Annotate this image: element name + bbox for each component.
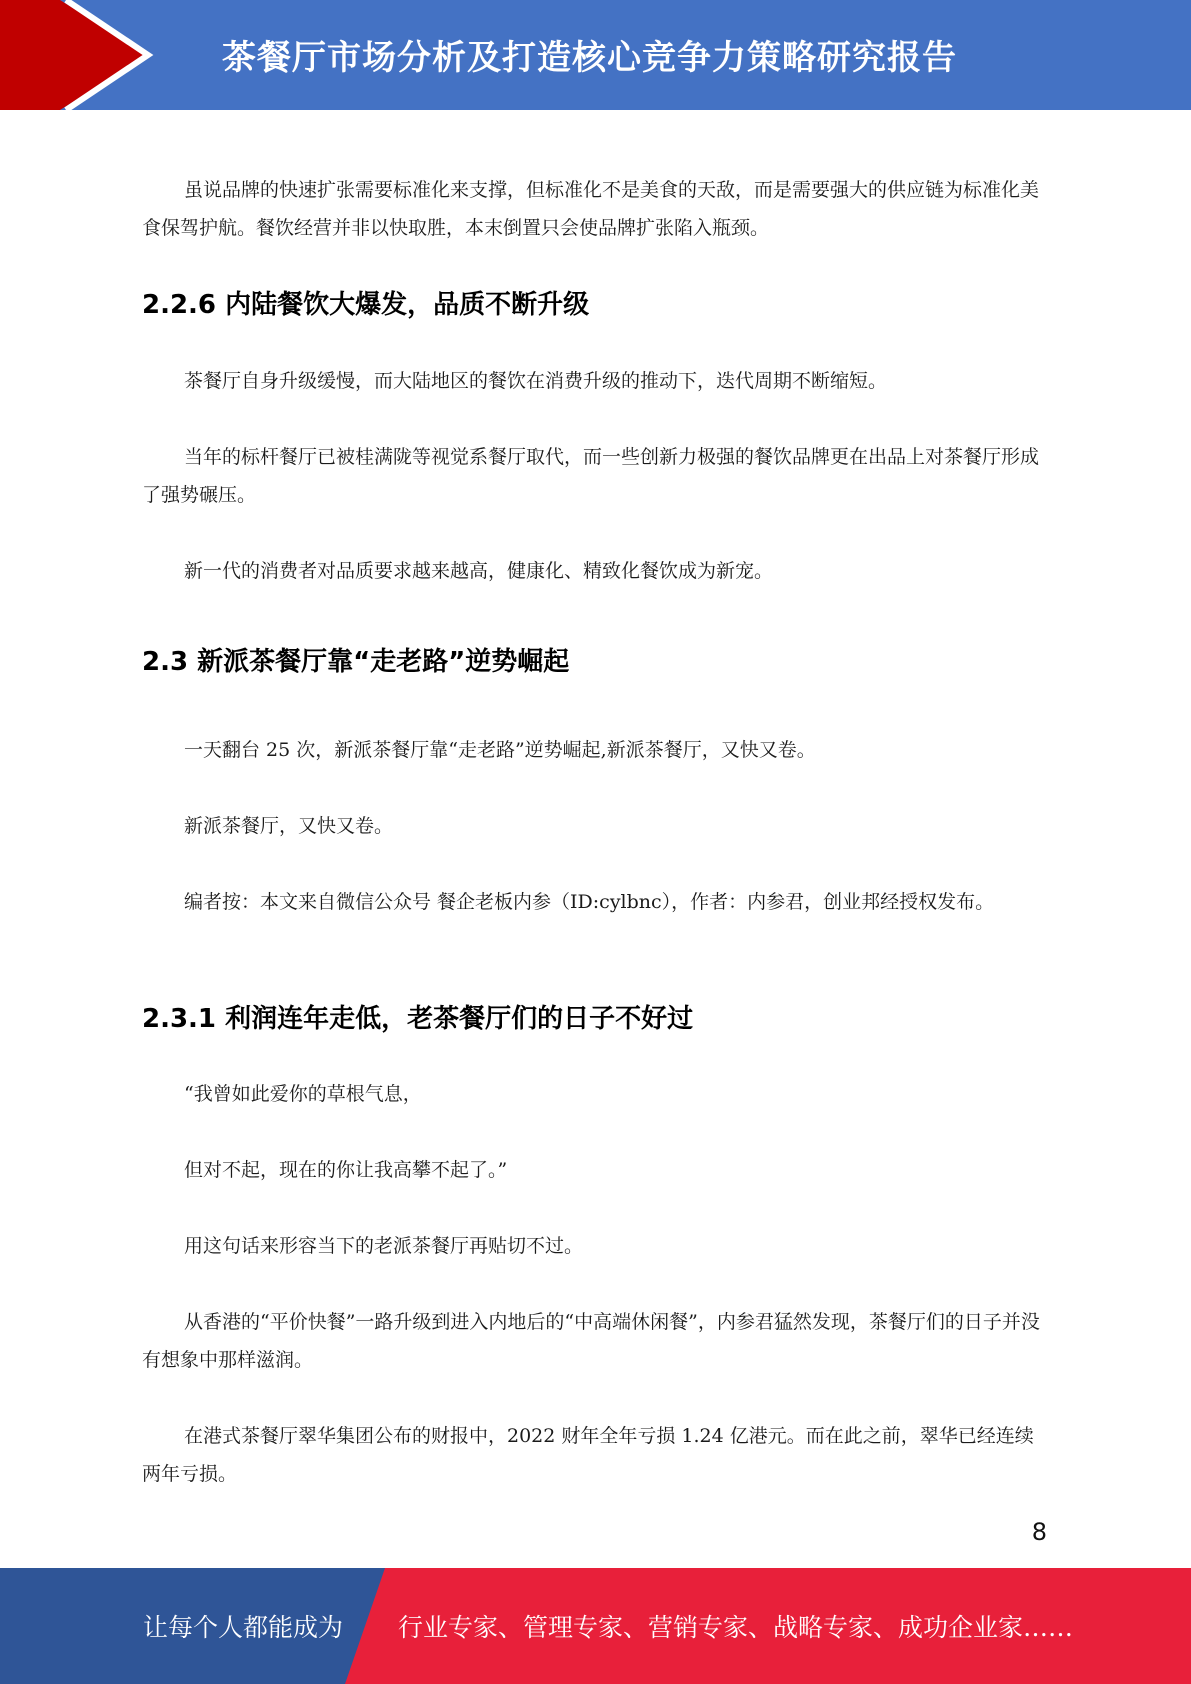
paragraph-turnover: 一天翻台 25 次，新派茶餐厅靠“走老路”逆势崛起,新派茶餐厅，又快又卷。 [184, 739, 816, 761]
paragraph-benchmark: 当年的标杆餐厅已被桂满陇等视觉系餐厅取代，而一些创新力极强的餐饮品牌更在出品上对茶餐厅形成了强势碾压。 [142, 446, 1040, 506]
paragraph-standardization: 虽说品牌的快速扩张需要标准化来支撑，但标准化不是美食的天敌，而是需要强大的供应链为标准化美食保驾护航。餐饮经营并非以快取胜，本末倒置只会使品牌扩张陷入瓶颈。 [142, 179, 1040, 239]
paragraph-quote-line-1: “我曾如此爱你的草根气息， [184, 1083, 422, 1105]
heading-2-2-6: 2.2.6 内陆餐饮大爆发，品质不断升级 [142, 290, 590, 320]
footer-slogan-left: 让每个人都能成为 [143, 1613, 344, 1642]
page-footer [0, 1568, 1191, 1684]
paragraph-editor-note: 编者按：本文来自微信公众号 餐企老板内参（ID:cylbnc），作者：内参君，创业邦经授权发布。 [184, 891, 995, 913]
paragraph-describe: 用这句话来形容当下的老派茶餐厅再贴切不过。 [184, 1235, 584, 1257]
heading-2-3: 2.3 新派茶餐厅靠“走老路”逆势崛起 [142, 647, 570, 677]
page-number: 8 [1031, 1518, 1047, 1546]
report-title: 茶餐厅市场分析及打造核心竞争力策略研究报告 [222, 38, 957, 78]
paragraph-quote-line-2: 但对不起，现在的你让我高攀不起了。” [184, 1159, 508, 1181]
footer-slogan-right: 行业专家、管理专家、营销专家、战略专家、成功企业家…… [398, 1613, 1074, 1642]
paragraph-fast-and-competitive: 新派茶餐厅，又快又卷。 [184, 815, 394, 837]
header-chevron-red [0, 0, 148, 110]
paragraph-not-prosperous: 从香港的“平价快餐”一路升级到进入内地后的“中高端休闲餐”，内参君猛然发现，茶餐厅们的日子并没有想象中那样滋润。 [142, 1311, 1040, 1371]
paragraph-tsui-wah-loss: 在港式茶餐厅翠华集团公布的财报中，2022 财年全年亏损 1.24 亿港元。而在此之前，翠华已经连续两年亏损。 [142, 1425, 1034, 1485]
page-header [0, 0, 1191, 110]
paragraph-upgrade-slow: 茶餐厅自身升级缓慢，而大陆地区的餐饮在消费升级的推动下，迭代周期不断缩短。 [184, 370, 888, 392]
heading-2-3-1: 2.3.1 利润连年走低，老茶餐厅们的日子不好过 [142, 1004, 694, 1034]
paragraph-new-consumers: 新一代的消费者对品质要求越来越高，健康化、精致化餐饮成为新宠。 [184, 560, 774, 582]
